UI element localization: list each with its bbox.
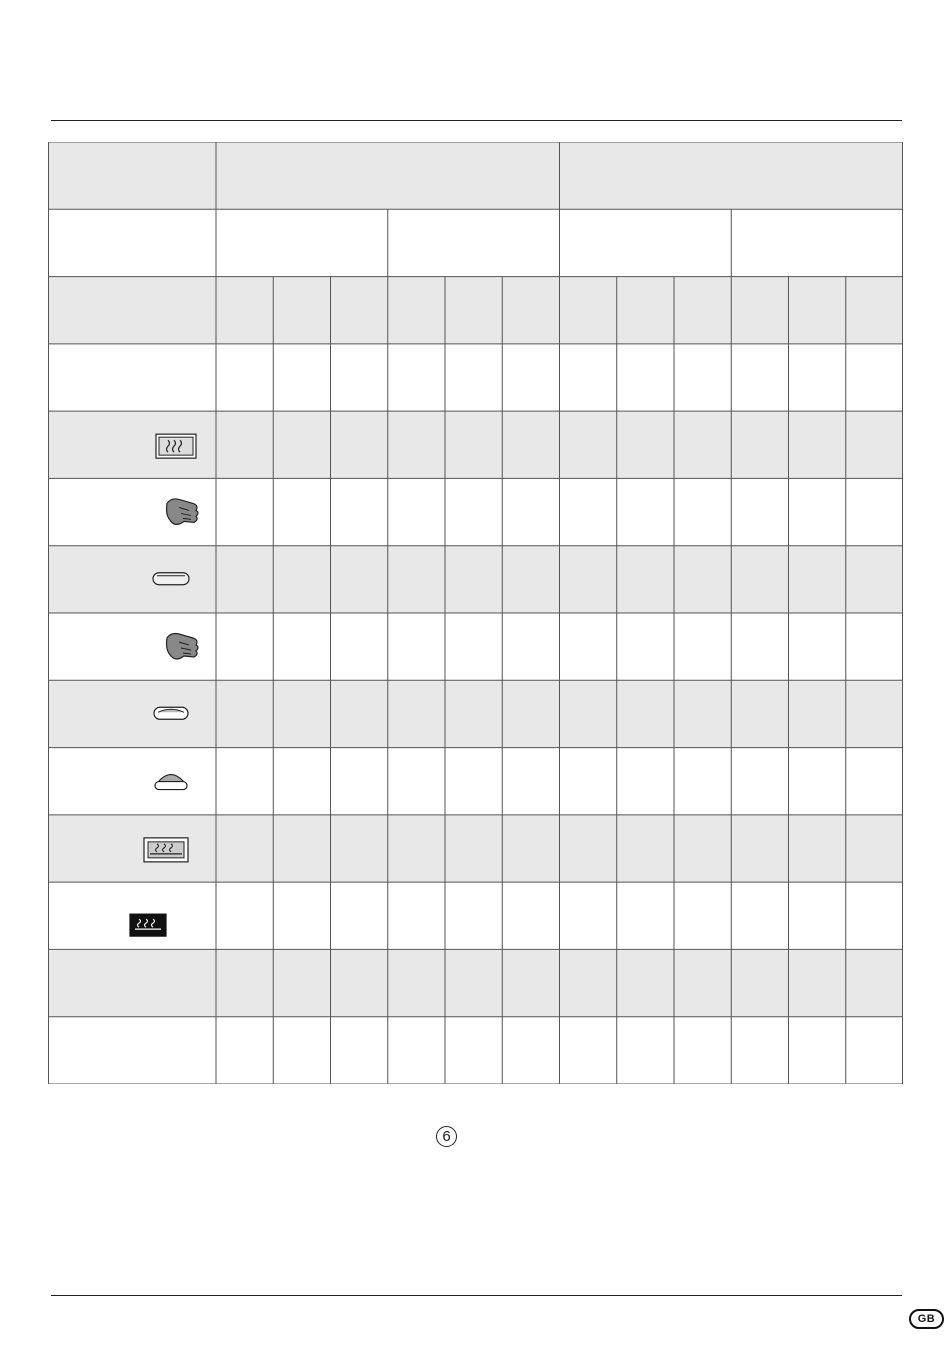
grill-icon [156,434,196,458]
language-badge: GB [909,1309,944,1329]
flat-dish-icon [154,707,188,719]
table-row [48,209,903,276]
table-row [48,277,903,344]
table-row [48,949,903,1016]
table-row [48,344,903,411]
figure-reference-number: 6 [436,1126,457,1147]
dark-shelf-heat-icon [130,914,166,936]
bottom-rule [51,1295,902,1296]
shelf-heat-icon [144,838,188,862]
table-row [48,882,903,949]
table-row [48,142,903,209]
tray-icon [153,573,189,585]
settings-table [48,142,903,1084]
table-row [48,1017,903,1084]
top-rule [51,120,902,121]
